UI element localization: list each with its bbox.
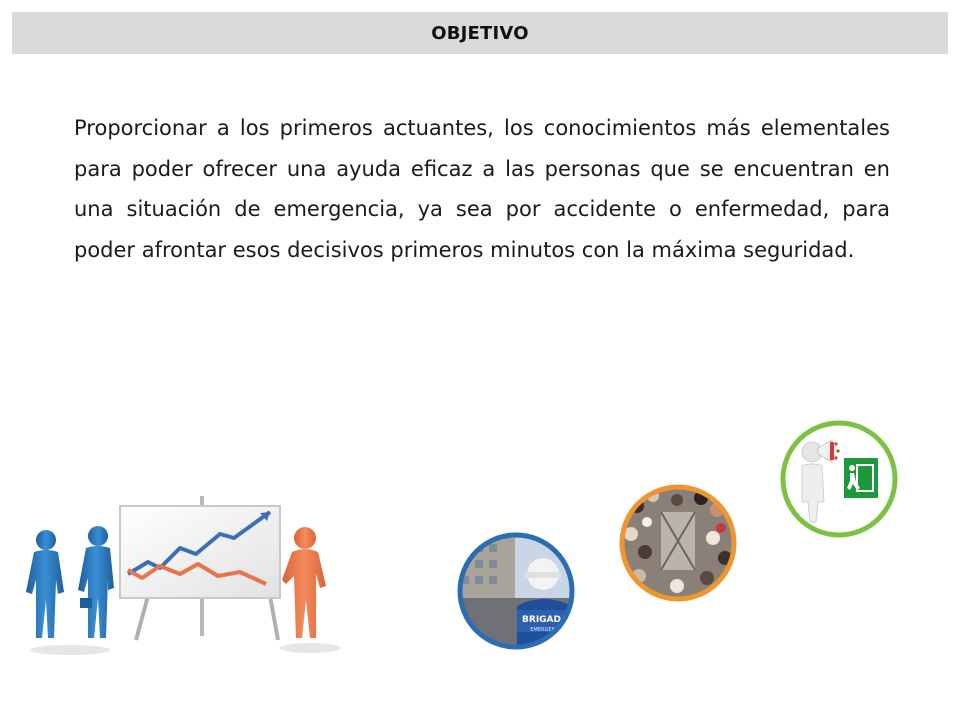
brigade-emergency-photo-icon bbox=[455, 530, 577, 652]
business-meeting-chart-icon bbox=[20, 488, 350, 668]
crowd-evacuation-photo-icon bbox=[617, 482, 739, 604]
exit-megaphone-icon bbox=[778, 418, 900, 540]
objective-paragraph: Proporcionar a los primeros actuantes, los conocimientos más elementales para poder ofrecer una ayuda eficaz a las personas que se encuentran en una situación de emergencia, ya sea por accidente o enfermedad, para poder afrontar esos decisivos primeros minutos con la máxima seguridad. bbox=[74, 116, 890, 262]
brigade-vest-subtext: EMERGENCIA bbox=[530, 627, 564, 633]
brigade-vest-text: BRIGADA bbox=[522, 615, 568, 625]
title-bar bbox=[12, 12, 948, 54]
page-title: OBJETIVO bbox=[431, 22, 529, 44]
